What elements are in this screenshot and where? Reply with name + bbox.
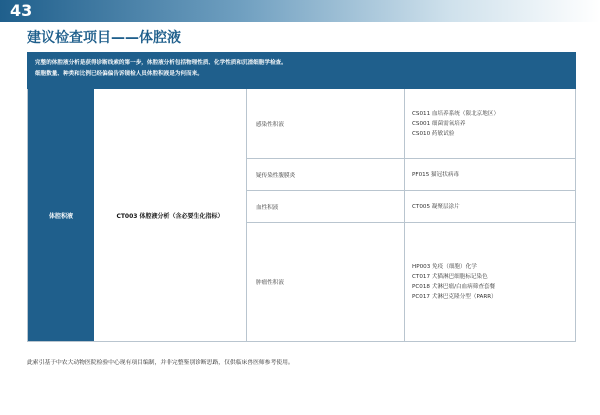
panel-item: CS011 血培养系统（限北京地区） — [412, 110, 500, 117]
intro-line: 细胞数量、种类和比例已经偏偏告诉镜检人员体腔积液是为何而来。 — [35, 71, 203, 77]
header-band — [0, 0, 600, 22]
condition-cell: 肿瘤性积液 — [247, 223, 405, 341]
panel-item: CS001 细菌需氧培养 — [412, 120, 466, 127]
panel-item: CS010 药敏试验 — [412, 130, 455, 137]
panels-cell — [405, 159, 576, 190]
condition-cell: 疑传染性腹膜炎 — [247, 159, 405, 190]
table-row — [247, 159, 576, 191]
panel-item: CT005 凝聚层涂片 — [412, 203, 460, 210]
panels-cell — [405, 223, 576, 341]
panels-cell — [405, 191, 576, 222]
panel-item: PC017 犬淋巴克隆分型（PARR） — [412, 294, 497, 300]
intro-box — [27, 52, 576, 89]
table-row — [247, 191, 576, 223]
table-row — [247, 89, 576, 159]
footnote: 此索引基于中农大动物医院检验中心现有项目编制，并非完整鉴别诊断思路，仅供临床兽医师参考使用。 — [27, 360, 294, 366]
panel-item: PC018 犬淋巴瘤/白血病筛查套餐 — [412, 284, 496, 290]
panels-cell — [405, 89, 576, 158]
panel-item: PF015 猫冠状病毒 — [412, 171, 460, 178]
condition-cell: 感染性积液 — [247, 89, 405, 158]
condition-cell: 血性积液 — [247, 191, 405, 222]
test-table — [27, 89, 576, 342]
panel-item: CT017 犬猫淋巴细胞标记染色 — [412, 274, 488, 280]
test-cell: CT003 体腔液分析（含必要生化指标） — [94, 89, 247, 341]
panel-item: HP003 免疫（细胞）化学 — [412, 264, 477, 270]
table-row — [247, 223, 576, 341]
page-title: 建议检查项目——体腔液 — [27, 30, 181, 46]
category-cell: 体腔积液 — [28, 89, 94, 341]
intro-line: 完整的体腔液分析是获得诊断线索的第一步，体腔液分析包括物理性质、化学性质和沉渣细胞学检查。 — [35, 60, 287, 66]
page-number: 43 — [10, 1, 33, 20]
